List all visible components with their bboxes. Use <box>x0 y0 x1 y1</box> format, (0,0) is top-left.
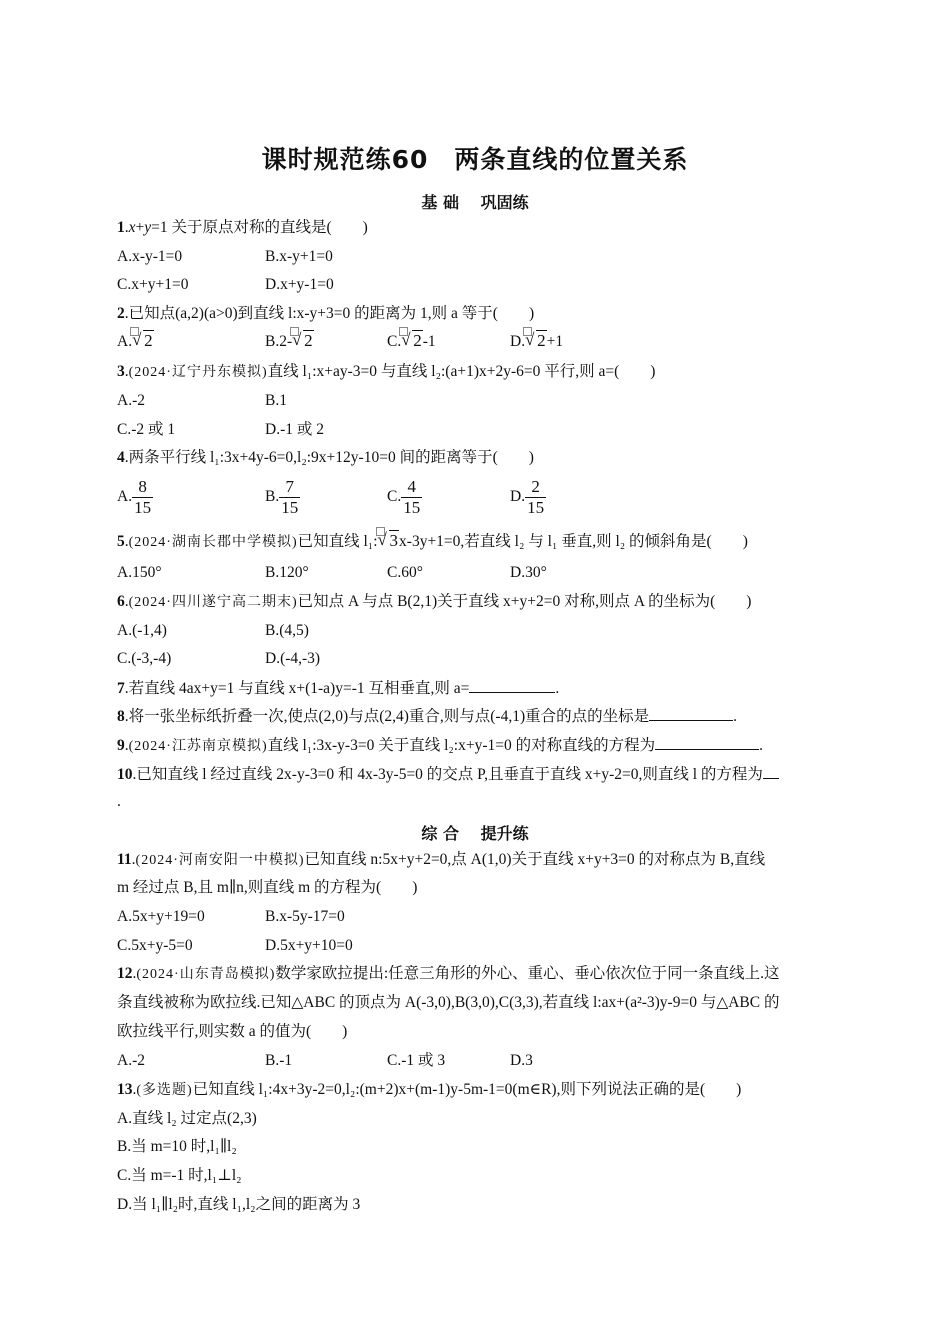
option-c: C.当 m=-1 时,l₁⊥l₂ <box>117 1167 242 1184</box>
option-d: D.3 <box>510 1052 533 1069</box>
option-a: A. √ 2 <box>117 331 154 352</box>
sqrt-symbol: √ 2 <box>525 331 547 352</box>
option-c: C. √ 2-1 <box>387 331 436 352</box>
option-b: B.1 <box>265 392 287 409</box>
option-c: C.-1 或 3 <box>387 1052 446 1069</box>
option-b: B.(4,5) <box>265 622 309 639</box>
option-b: B.x-5y-17=0 <box>265 908 345 925</box>
option-a: A.x-y-1=0 <box>117 248 183 265</box>
question-6: 6.(2024·四川遂宁高二期末)已知点 A 与点 B(2,1)关于直线 x+y+2=0 对称,则点 A 的坐标为( ) <box>117 593 752 610</box>
question-4: 4.两条平行线 l₁:3x+4y-6=0,l₂:9x+12y-10=0 间的距离等于( ) <box>117 449 534 466</box>
answer-blank <box>763 764 779 779</box>
option-a: A.-2 <box>117 392 145 409</box>
question-12-line3: 欧拉线平行,则实数 a 的值为( ) <box>117 1023 348 1040</box>
question-2: 2.已知点(a,2)(a>0)到直线 l:x-y+3=0 的距离为 1,则 a 等于( ) <box>117 305 535 322</box>
option-d: D.x+y-1=0 <box>265 276 334 293</box>
section-basic: 基 础 巩固练 <box>421 193 529 212</box>
option-a: A.5x+y+19=0 <box>117 908 205 925</box>
option-a: A.直线 l₂ 过定点(2,3) <box>117 1110 257 1127</box>
option-d: D.(-4,-3) <box>265 650 321 667</box>
question-13: 13.(多选题)已知直线 l₁:4x+3y-2=0,l₂:(m+2)x+(m-1)y-5m-1=0(m∈R),则下列说法正确的是( ) <box>117 1081 742 1098</box>
option-c: C.60° <box>387 564 423 581</box>
option-d: D.-1 或 2 <box>265 421 324 438</box>
option-c: C. $\frac{4}{15}$ <box>387 477 421 517</box>
sqrt-symbol: √ 2 <box>292 331 314 352</box>
option-b: B.120° <box>265 564 309 581</box>
option-d: D. $\frac{2}{15}$ <box>510 477 545 517</box>
option-b: B.当 m=10 时,l₁∥l₂ <box>117 1138 237 1155</box>
question-7: 7.若直线 4ax+y=1 与直线 x+(1-a)y=-1 互相垂直,则 a= . <box>117 680 560 697</box>
question-number: 1 <box>117 219 125 236</box>
question-12: 12.(2024·山东青岛模拟)数学家欧拉提出:任意三角形的外心、重心、垂心依次位于同一条直线上.这 <box>117 965 780 982</box>
option-d: D. √ 2+1 <box>510 331 563 352</box>
question-11-line2: m 经过点 B,且 m∥n,则直线 m 的方程为( ) <box>117 879 418 896</box>
option-a: A.150° <box>117 564 162 581</box>
page-title: 课时规范练60 两条直线的位置关系 <box>261 145 689 174</box>
option-c: C.(-3,-4) <box>117 650 172 667</box>
question-1: 1.x+y=1 关于原点对称的直线是( ) <box>117 219 368 236</box>
question-10: 10.已知直线 l 经过直线 2x-y-3=0 和 4x-3y-5=0 的交点 P,且垂直于直线 x+y-2=0,则直线 l 的方程为 <box>117 764 779 785</box>
fraction: $\frac{8}{15}$ <box>134 477 152 517</box>
question-5: 5.(2024·湖南长郡中学模拟)已知直线 l₁: √ 3x-3y+1=0,若直线 l₂ 与 l₁ 垂直,则 l₂ 的倾斜角是( ) <box>117 531 748 553</box>
option-b: B.x-y+1=0 <box>265 248 333 265</box>
sqrt-symbol: √ 3 <box>378 531 400 552</box>
answer-blank <box>655 735 759 750</box>
option-a: A. $\frac{8}{15}$ <box>117 477 152 517</box>
question-11: 11.(2024·河南安阳一中模拟)已知直线 n:5x+y+2=0,点 A(1,0)关于直线 x+y+3=0 的对称点为 B,直线 <box>117 851 766 868</box>
sqrt-symbol: √ 2 <box>132 331 154 352</box>
question-12-line2: 条直线被称为欧拉线.已知△ABC 的顶点为 A(-3,0),B(3,0),C(3,3),若直线 l:ax+(a²-3)y-9=0 与△ABC 的 <box>117 994 780 1011</box>
option-b: B.-1 <box>265 1052 293 1069</box>
answer-blank <box>649 706 733 721</box>
question-9: 9.(2024·江苏南京模拟)直线 l₁:3x-y-3=0 关于直线 l₂:x+y-1=0 的对称直线的方程为 . <box>117 737 763 754</box>
option-c: C.-2 或 1 <box>117 421 176 438</box>
option-a: A.-2 <box>117 1052 145 1069</box>
fraction: $\frac{7}{15}$ <box>281 477 299 517</box>
fraction: $\frac{4}{15}$ <box>403 477 421 517</box>
option-a: A.(-1,4) <box>117 622 167 639</box>
section-advanced: 综 合 提升练 <box>421 824 529 843</box>
option-c: C.x+y+1=0 <box>117 276 189 293</box>
sqrt-symbol: √ 2 <box>401 331 423 352</box>
answer-blank <box>469 678 555 693</box>
option-d: D.当 l₁∥l₂时,直线 l₁,l₂之间的距离为 3 <box>117 1196 361 1213</box>
question-8: 8.将一张坐标纸折叠一次,使点(2,0)与点(2,4)重合,则与点(-4,1)重合的点的坐标是 . <box>117 708 738 725</box>
option-d: D.30° <box>510 564 547 581</box>
option-b: B. $\frac{7}{15}$ <box>265 477 299 517</box>
option-d: D.5x+y+10=0 <box>265 937 353 954</box>
question-10-end: . <box>117 793 121 810</box>
question-3: 3.(2024·辽宁丹东模拟)直线 l₁:x+ay-3=0 与直线 l₂:(a+1)x+2y-6=0 平行,则 a=( ) <box>117 363 656 380</box>
option-c: C.5x+y-5=0 <box>117 937 193 954</box>
option-b: B.2- √ 2 <box>265 331 314 352</box>
fraction: $\frac{2}{15}$ <box>527 477 545 517</box>
